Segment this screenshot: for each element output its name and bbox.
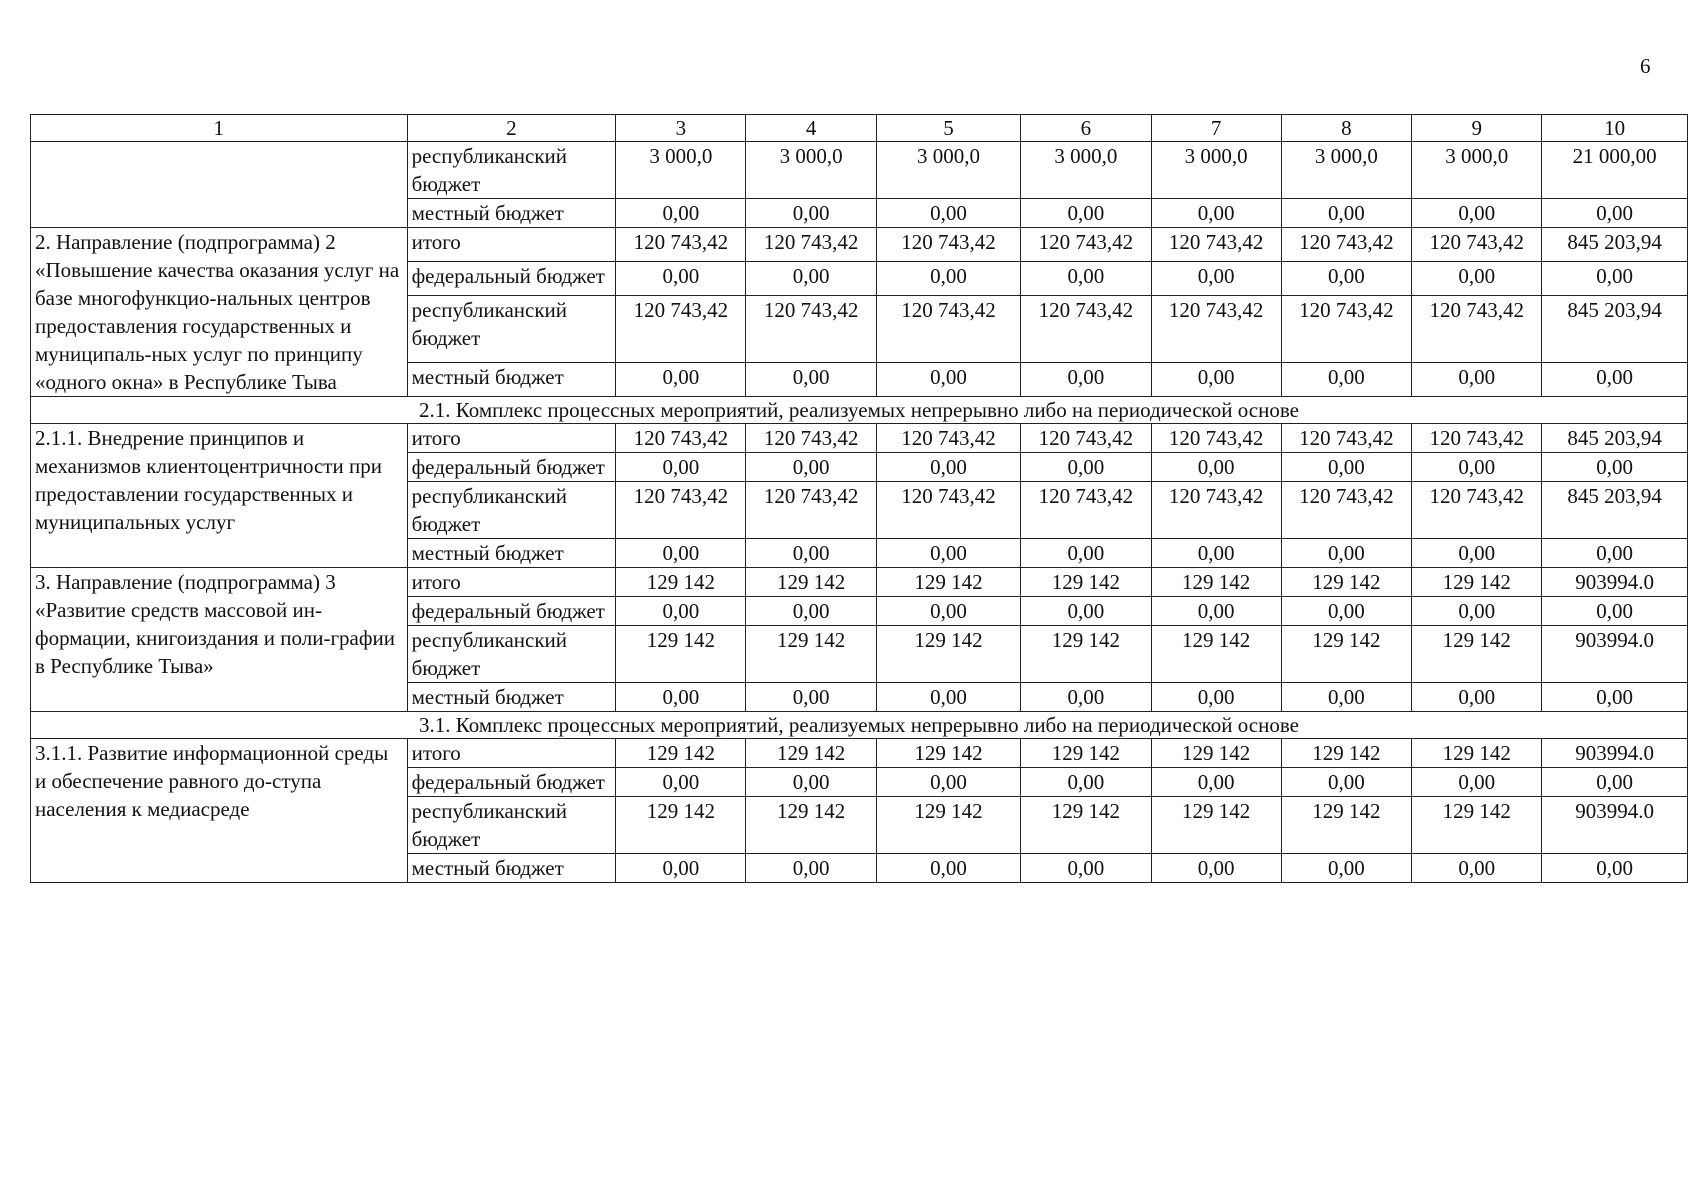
- value-cell: 120 743,42: [1412, 482, 1542, 539]
- value-cell: 845 203,94: [1542, 482, 1688, 539]
- budget-type: итого: [407, 228, 616, 262]
- value-cell: 3 000,0: [876, 142, 1021, 199]
- value-cell: 129 142: [876, 568, 1021, 597]
- budget-type: местный бюджет: [407, 199, 616, 228]
- value-cell: 0,00: [876, 453, 1021, 482]
- value-cell: 120 743,42: [616, 228, 746, 262]
- value-cell: 120 743,42: [746, 482, 876, 539]
- value-cell: 0,00: [1542, 262, 1688, 296]
- value-cell: 0,00: [1151, 539, 1281, 568]
- value-cell: 903994.0: [1542, 568, 1688, 597]
- value-cell: 0,00: [1151, 683, 1281, 712]
- header-cell: 7: [1151, 115, 1281, 142]
- value-cell: 0,00: [1021, 539, 1151, 568]
- value-cell: 0,00: [1281, 362, 1411, 396]
- budget-type: федеральный бюджет: [407, 768, 616, 797]
- header-cell: 10: [1542, 115, 1688, 142]
- value-cell: 0,00: [616, 262, 746, 296]
- value-cell: 0,00: [1412, 199, 1542, 228]
- header-cell: 5: [876, 115, 1021, 142]
- value-cell: 0,00: [1281, 199, 1411, 228]
- value-cell: 0,00: [616, 453, 746, 482]
- value-cell: 120 743,42: [1281, 228, 1411, 262]
- value-cell: 120 743,42: [616, 424, 746, 453]
- header-cell: 1: [31, 115, 408, 142]
- value-cell: 0,00: [876, 362, 1021, 396]
- value-cell: 0,00: [1021, 854, 1151, 883]
- value-cell: 129 142: [876, 739, 1021, 768]
- value-cell: 129 142: [1151, 739, 1281, 768]
- value-cell: 0,00: [746, 199, 876, 228]
- value-cell: 0,00: [876, 683, 1021, 712]
- value-cell: 845 203,94: [1542, 424, 1688, 453]
- value-cell: 21 000,00: [1542, 142, 1688, 199]
- value-cell: 129 142: [1412, 797, 1542, 854]
- value-cell: 0,00: [876, 539, 1021, 568]
- value-cell: 120 743,42: [1281, 296, 1411, 363]
- value-cell: 0,00: [1151, 362, 1281, 396]
- value-cell: 0,00: [1412, 597, 1542, 626]
- value-cell: 120 743,42: [1412, 424, 1542, 453]
- program-label: 3. Направление (подпрограмма) 3 «Развитие средств массовой ин-формации, книгоиздания и поли-графии в Республике Тыва»: [31, 568, 408, 712]
- value-cell: 0,00: [1542, 362, 1688, 396]
- value-cell: 0,00: [1021, 768, 1151, 797]
- table-row: [31, 739, 1688, 768]
- budget-type: местный бюджет: [407, 683, 616, 712]
- value-cell: 0,00: [1412, 854, 1542, 883]
- budget-type: федеральный бюджет: [407, 262, 616, 296]
- program-label: 2. Направление (подпрограмма) 2 «Повышение качества оказания услуг на базе многофункцио-нальных центров предоставления государственных и муниципаль-ных услуг по принципу «одного окна» в Республике Тыва: [31, 228, 408, 397]
- value-cell: 120 743,42: [1021, 424, 1151, 453]
- value-cell: 129 142: [1412, 626, 1542, 683]
- value-cell: 120 743,42: [1412, 228, 1542, 262]
- header-cell: 8: [1281, 115, 1411, 142]
- section-title: 3.1. Комплекс процессных мероприятий, реализуемых непрерывно либо на периодической основе: [31, 712, 1688, 739]
- value-cell: 129 142: [1151, 626, 1281, 683]
- value-cell: 0,00: [1281, 768, 1411, 797]
- value-cell: 0,00: [1281, 683, 1411, 712]
- value-cell: 3 000,0: [1412, 142, 1542, 199]
- value-cell: 0,00: [1281, 262, 1411, 296]
- value-cell: 0,00: [1151, 768, 1281, 797]
- value-cell: 0,00: [1412, 539, 1542, 568]
- value-cell: 0,00: [1412, 453, 1542, 482]
- value-cell: 0,00: [1151, 199, 1281, 228]
- table-row: [31, 568, 1688, 597]
- program-label: [31, 142, 408, 228]
- value-cell: 120 743,42: [876, 482, 1021, 539]
- value-cell: 0,00: [616, 597, 746, 626]
- value-cell: 0,00: [876, 199, 1021, 228]
- value-cell: 120 743,42: [876, 296, 1021, 363]
- value-cell: 3 000,0: [1021, 142, 1151, 199]
- value-cell: 0,00: [1412, 768, 1542, 797]
- value-cell: 0,00: [746, 262, 876, 296]
- budget-type: итого: [407, 739, 616, 768]
- table-row: [31, 228, 1688, 262]
- budget-type: республиканский бюджет: [407, 142, 616, 199]
- budget-type: местный бюджет: [407, 539, 616, 568]
- value-cell: 0,00: [876, 262, 1021, 296]
- value-cell: 903994.0: [1542, 797, 1688, 854]
- value-cell: 0,00: [1542, 539, 1688, 568]
- value-cell: 0,00: [1151, 453, 1281, 482]
- value-cell: 129 142: [1151, 568, 1281, 597]
- value-cell: 120 743,42: [1151, 482, 1281, 539]
- value-cell: 129 142: [1281, 568, 1411, 597]
- value-cell: 0,00: [876, 854, 1021, 883]
- value-cell: 129 142: [1021, 626, 1151, 683]
- value-cell: 0,00: [746, 854, 876, 883]
- value-cell: 0,00: [1021, 262, 1151, 296]
- budget-type: республиканский бюджет: [407, 296, 616, 363]
- value-cell: 120 743,42: [1021, 482, 1151, 539]
- budget-type: республиканский бюджет: [407, 626, 616, 683]
- value-cell: 0,00: [1021, 597, 1151, 626]
- budget-table: [30, 114, 1688, 883]
- value-cell: 0,00: [746, 453, 876, 482]
- value-cell: 0,00: [616, 683, 746, 712]
- value-cell: 0,00: [616, 539, 746, 568]
- value-cell: 120 743,42: [1281, 482, 1411, 539]
- value-cell: 0,00: [1542, 683, 1688, 712]
- value-cell: 0,00: [1542, 854, 1688, 883]
- value-cell: 0,00: [1151, 597, 1281, 626]
- value-cell: 0,00: [616, 362, 746, 396]
- header-cell: 9: [1412, 115, 1542, 142]
- value-cell: 129 142: [616, 739, 746, 768]
- value-cell: 129 142: [616, 797, 746, 854]
- value-cell: 120 743,42: [1281, 424, 1411, 453]
- value-cell: 0,00: [1412, 683, 1542, 712]
- budget-type: республиканский бюджет: [407, 797, 616, 854]
- budget-type: федеральный бюджет: [407, 453, 616, 482]
- program-label: 3.1.1. Развитие информационной среды и обеспечение равного до-ступа населения к медиасреде: [31, 739, 408, 883]
- budget-type: республиканский бюджет: [407, 482, 616, 539]
- value-cell: 3 000,0: [616, 142, 746, 199]
- value-cell: 129 142: [746, 626, 876, 683]
- section-title: 2.1. Комплекс процессных мероприятий, реализуемых непрерывно либо на периодической основе: [31, 397, 1688, 424]
- value-cell: 120 743,42: [1151, 424, 1281, 453]
- value-cell: 120 743,42: [1021, 228, 1151, 262]
- value-cell: 0,00: [1542, 597, 1688, 626]
- value-cell: 129 142: [746, 739, 876, 768]
- value-cell: 129 142: [1412, 739, 1542, 768]
- value-cell: 0,00: [1412, 262, 1542, 296]
- value-cell: 0,00: [1021, 362, 1151, 396]
- value-cell: 0,00: [616, 199, 746, 228]
- value-cell: 129 142: [1021, 797, 1151, 854]
- budget-type: местный бюджет: [407, 362, 616, 396]
- section-row: [31, 712, 1688, 739]
- value-cell: 0,00: [1412, 362, 1542, 396]
- budget-type: местный бюджет: [407, 854, 616, 883]
- value-cell: 3 000,0: [1151, 142, 1281, 199]
- value-cell: 0,00: [1151, 262, 1281, 296]
- header-cell: 4: [746, 115, 876, 142]
- value-cell: 129 142: [876, 797, 1021, 854]
- page-number: 6: [1640, 54, 1651, 78]
- value-cell: 120 743,42: [876, 424, 1021, 453]
- table-row: [31, 424, 1688, 453]
- header-cell: 2: [407, 115, 616, 142]
- value-cell: 0,00: [1021, 453, 1151, 482]
- header-cell: 3: [616, 115, 746, 142]
- value-cell: 0,00: [1151, 854, 1281, 883]
- value-cell: 0,00: [1542, 453, 1688, 482]
- value-cell: 129 142: [876, 626, 1021, 683]
- budget-type: итого: [407, 568, 616, 597]
- value-cell: 0,00: [1281, 539, 1411, 568]
- value-cell: 129 142: [1021, 739, 1151, 768]
- value-cell: 120 743,42: [616, 482, 746, 539]
- value-cell: 129 142: [1151, 797, 1281, 854]
- value-cell: 120 743,42: [1151, 228, 1281, 262]
- value-cell: 129 142: [1281, 626, 1411, 683]
- value-cell: 0,00: [746, 362, 876, 396]
- value-cell: 120 743,42: [746, 296, 876, 363]
- value-cell: 0,00: [1542, 768, 1688, 797]
- value-cell: 3 000,0: [1281, 142, 1411, 199]
- value-cell: 129 142: [746, 797, 876, 854]
- value-cell: 0,00: [1281, 453, 1411, 482]
- value-cell: 903994.0: [1542, 739, 1688, 768]
- value-cell: 0,00: [1281, 597, 1411, 626]
- budget-type: федеральный бюджет: [407, 597, 616, 626]
- value-cell: 0,00: [1021, 199, 1151, 228]
- value-cell: 0,00: [746, 683, 876, 712]
- value-cell: 0,00: [1542, 199, 1688, 228]
- program-label: 2.1.1. Внедрение принципов и механизмов клиентоцентричности при предоставлении государственных и муниципальных услуг: [31, 424, 408, 568]
- table-row: [31, 142, 1688, 199]
- value-cell: 845 203,94: [1542, 296, 1688, 363]
- value-cell: 129 142: [746, 568, 876, 597]
- value-cell: 120 743,42: [1021, 296, 1151, 363]
- value-cell: 0,00: [746, 597, 876, 626]
- value-cell: 129 142: [616, 626, 746, 683]
- value-cell: 0,00: [876, 597, 1021, 626]
- value-cell: 0,00: [616, 854, 746, 883]
- table-body: [31, 115, 1688, 883]
- value-cell: 120 743,42: [1412, 296, 1542, 363]
- value-cell: 120 743,42: [876, 228, 1021, 262]
- header-row: [31, 115, 1688, 142]
- value-cell: 3 000,0: [746, 142, 876, 199]
- budget-type: итого: [407, 424, 616, 453]
- header-cell: 6: [1021, 115, 1151, 142]
- value-cell: 129 142: [1281, 797, 1411, 854]
- value-cell: 129 142: [1021, 568, 1151, 597]
- value-cell: 120 743,42: [746, 228, 876, 262]
- value-cell: 0,00: [616, 768, 746, 797]
- value-cell: 129 142: [1281, 739, 1411, 768]
- value-cell: 129 142: [1412, 568, 1542, 597]
- value-cell: 0,00: [746, 539, 876, 568]
- value-cell: 0,00: [746, 768, 876, 797]
- value-cell: 845 203,94: [1542, 228, 1688, 262]
- value-cell: 120 743,42: [616, 296, 746, 363]
- value-cell: 129 142: [616, 568, 746, 597]
- section-row: [31, 397, 1688, 424]
- value-cell: 0,00: [876, 768, 1021, 797]
- value-cell: 120 743,42: [1151, 296, 1281, 363]
- value-cell: 903994.0: [1542, 626, 1688, 683]
- value-cell: 0,00: [1281, 854, 1411, 883]
- value-cell: 120 743,42: [746, 424, 876, 453]
- value-cell: 0,00: [1021, 683, 1151, 712]
